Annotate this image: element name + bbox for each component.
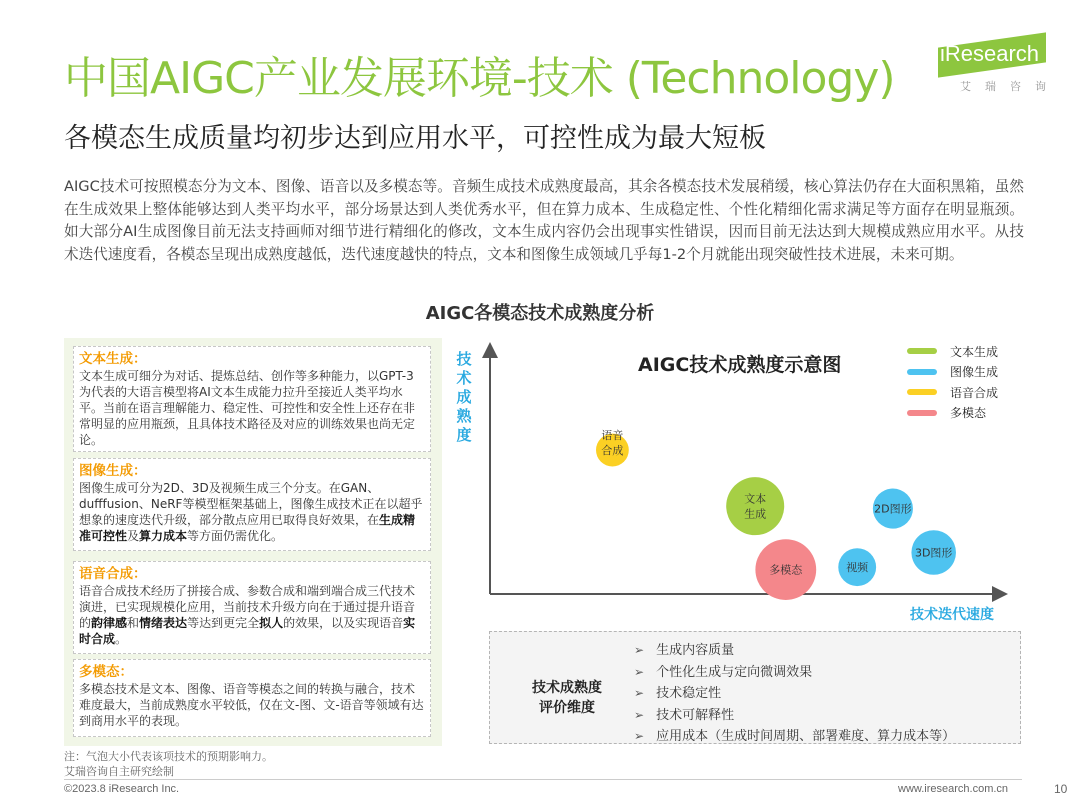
card-text-segment: 和 <box>127 616 140 630</box>
evaluation-label-line1: 技术成熟度 <box>532 680 602 696</box>
card-text-emphasis: 算力成本 <box>139 529 188 543</box>
page-number: 10 <box>1054 782 1068 796</box>
legend-label: 语音合成 <box>950 385 999 400</box>
x-axis-title: 技术迭代速度 <box>910 607 994 623</box>
maturity-chart <box>452 338 1032 628</box>
list-item: ➢ 技术可解释性 <box>634 705 955 727</box>
card-multimodal <box>73 659 431 737</box>
card-text-segment: 文本生成可细分为对话、提炼总结、创作等多种能力，以GPT-3为代表的大语言模型将AI文本生成能力拉升至接近人类平均水平。当前在语言理解能力、稳定性、可控性和安全性上还存在非常明显的应用瓶颈，且具体技术路径及对应的训练效果也尚无定论。 <box>79 369 416 447</box>
logo-text: iResearch <box>940 41 1040 66</box>
evaluation-box <box>489 631 1021 744</box>
footnote <box>64 750 273 779</box>
card-text-segment: 等方面仍需优化。 <box>187 529 284 543</box>
bubble-文本生成 <box>726 477 784 535</box>
evaluation-label-line2: 评价维度 <box>539 700 595 716</box>
bubbles-group <box>596 428 956 600</box>
legend-label: 多模态 <box>950 406 987 421</box>
chart-legend <box>907 341 998 423</box>
card-text <box>79 583 425 647</box>
bubble-label: 合成 <box>601 444 624 458</box>
legend-item <box>907 341 998 362</box>
legend-label: 文本生成 <box>950 344 999 359</box>
bubble-label: 2D图形 <box>874 502 912 516</box>
evaluation-list <box>634 640 955 748</box>
card-text-segment: 的效果，以及实现语音 <box>283 616 404 630</box>
card-text <box>79 480 425 544</box>
footnote-note: 注：气泡大小代表该项技术的预期影响力。 <box>64 750 273 763</box>
card-image-generation <box>73 458 431 551</box>
page-title: 中国AIGC产业发展环境-技术 (Technology) <box>64 53 895 104</box>
card-text-segment: 图像生成可分为2D、3D及视频生成三个分支。在GAN、dufffusion、NeRF等模型框架基础上，图像生成技术正在以超乎想象的速度迭代升级，部分散点应用已取得良好效果，在 <box>79 481 423 527</box>
legend-item <box>907 362 998 383</box>
footer-divider <box>64 779 1022 780</box>
footer-website[interactable]: www.iresearch.com.cn <box>898 783 1009 795</box>
card-text-segment: 语音合成技术经历了拼接合成、参数合成和端到端合成三代技术演进，已实现规模化应用，当前技术升级方向在于通过提升语音的 <box>79 584 416 630</box>
card-text <box>79 681 425 729</box>
chart-title: AIGC技术成熟度示意图 <box>638 354 842 376</box>
list-item: ➢ 技术稳定性 <box>634 683 955 705</box>
bubble-label: 多模态 <box>769 563 803 577</box>
list-item: ➢ 生成内容质量 <box>634 640 955 662</box>
card-text-segment: 。 <box>115 632 128 646</box>
iresearch-logo <box>930 38 1060 96</box>
card-title: 多模态： <box>79 664 133 680</box>
bubble-label: 3D图形 <box>914 546 953 560</box>
card-title: 图像生成： <box>79 463 147 479</box>
legend-swatch <box>907 369 937 375</box>
card-title: 语音合成： <box>79 566 147 582</box>
card-text-segment: 多模态技术是文本、图像、语音等模态之间的转换与融合，技术难度最大，当前成熟度水平较低，仅在文-图、文-语音等领域有达到商用水平的表现。 <box>79 682 424 728</box>
card-text-emphasis: 生成精准可控性 <box>79 513 416 543</box>
footer-copyright: ©2023.8 iResearch Inc. <box>64 783 180 795</box>
y-axis-title: 技术成熟度 <box>456 350 472 444</box>
card-text-segment: 等达到更完全 <box>187 616 260 630</box>
legend-swatch <box>907 389 937 395</box>
card-title: 文本生成： <box>79 351 147 367</box>
page-subtitle: 各模态生成质量均初步达到应用水平，可控性成为最大短板 <box>64 123 766 154</box>
card-text-emphasis: 实时合成 <box>79 616 416 646</box>
bubble-label: 文本 <box>744 492 767 506</box>
list-item: ➢ 个性化生成与定向微调效果 <box>634 662 955 684</box>
section-title: AIGC各模态技术成熟度分析 <box>425 303 655 324</box>
card-text-generation <box>73 346 431 452</box>
intro-paragraph: AIGC技术可按照模态分为文本、图像、语音以及多模态等。音频生成技术成熟度最高，其余各模态技术发展稍缓，核心算法仍存在大面积黑箱，虽然在生成效果上整体能够达到人类平均水平，部分场景达到人类优秀水平，但在算力成本、生成稳定性、个性化精细化需求满足等方面存在明显瓶颈。如大部分AI生成图像目前无法支持画师对细节进行精细化的修改，文本生成内容仍会出现事实性错误，因而目前无法达到大规模成熟应用水平。从技术迭代速度看，各模态呈现出成熟度越低，迭代速度越快的特点，文本和图像生成领域几乎每1-2个月就能出现突破性技术进展，未来可期。 <box>64 178 1024 263</box>
legend-item <box>907 382 998 403</box>
card-text <box>79 368 425 448</box>
modality-panel <box>64 338 442 746</box>
footnote-source: 艾瑞咨询自主研究绘制 <box>64 764 174 778</box>
legend-label: 图像生成 <box>950 365 999 380</box>
legend-item <box>907 403 998 424</box>
card-text-emphasis: 情绪表达 <box>139 616 188 630</box>
bubble-label: 视频 <box>846 561 869 575</box>
card-text-emphasis: 韵律感 <box>91 616 128 630</box>
card-text-emphasis: 拟人 <box>259 616 284 630</box>
evaluation-label <box>516 678 618 718</box>
bubble-label: 生成 <box>744 507 767 521</box>
logo-subtext: 艾瑞咨询 <box>960 80 1060 93</box>
legend-swatch <box>907 348 937 354</box>
bubble-label: 语音 <box>601 429 624 443</box>
legend-swatch <box>907 410 937 416</box>
card-text-segment: 及 <box>127 529 140 543</box>
list-item: ➢ 应用成本（生成时间周期、部署难度、算力成本等） <box>634 726 955 748</box>
card-speech-synthesis <box>73 561 431 654</box>
